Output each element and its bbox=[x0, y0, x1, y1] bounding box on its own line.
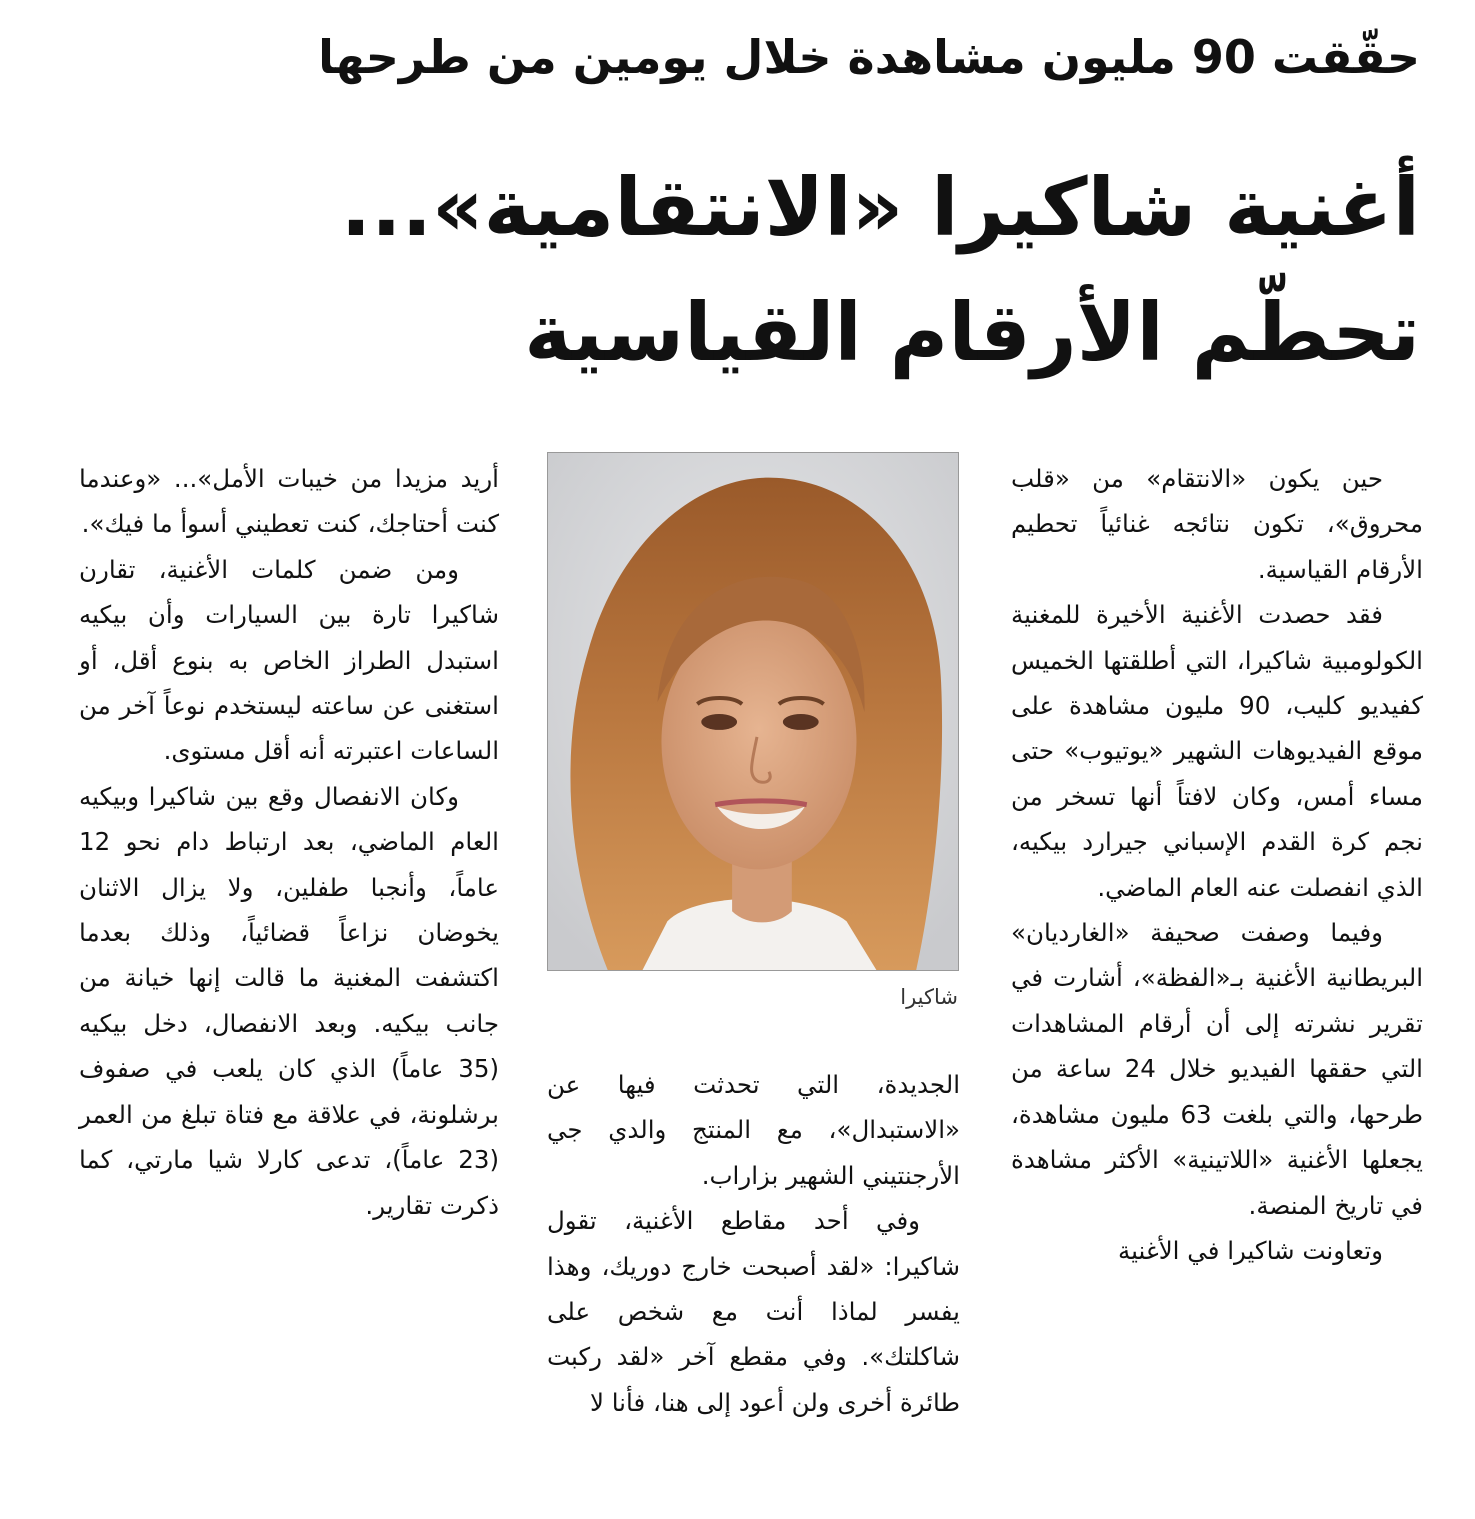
article-kicker: حقّقت 90 مليون مشاهدة خلال يومين من طرحها bbox=[318, 30, 1420, 84]
article-column-left bbox=[79, 456, 499, 1228]
article-headline bbox=[40, 145, 1420, 395]
paragraph: فقد حصدت الأغنية الأخيرة للمغنية الكولومبية شاكيرا، التي أطلقتها الخميس كفيديو كليب، 90 مليون مشاهدة على موقع الفيديوهات الشهير «يوتيوب» حتى مساء أمس، وكان لافتاً أنها تسخر من نجم كرة القدم الإسباني جيرارد بيكيه، الذي انفصلت عنه العام الماضي. bbox=[1011, 600, 1423, 902]
paragraph: حين يكون «الانتقام» من «قلب محروق»، تكون نتائجه غنائياً تحطيم الأرقام القياسية. bbox=[1011, 464, 1423, 584]
headline-line-1: أغنية شاكيرا «الانتقامية»... bbox=[340, 161, 1420, 254]
paragraph: ومن ضمن كلمات الأغنية، تقارن شاكيرا تارة بين السيارات وأن بيكيه استبدل الطراز الخاص به بنوع أقل، أو استغنى عن ساعته ليستخدم نوعاً آخر من الساعات اعتبرته أنه أقل مستوى. bbox=[79, 554, 499, 766]
headline-line-2: تحطّم الأرقام القياسية bbox=[524, 286, 1420, 379]
paragraph: وكان الانفصال وقع بين شاكيرا وبيكيه العام الماضي، بعد ارتباط دام نحو 12 عاماً، وأنجبا طفلين، ولا يزال الاثنان يخوضان نزاعاً قضائياً، وذلك بعدما اكتشفت المغنية ما قالت إنها خيانة من جانب بيكيه. وبعد الانفصال، دخل بيكيه (35 عاماً) الذي كان يلعب في صفوف برشلونة، في علاقة مع فتاة تبلغ من العمر (23 عاماً)، تدعى كارلا شيا مارتي، كما ذكرت تقارير. bbox=[79, 781, 499, 1220]
paragraph: وفي أحد مقاطع الأغنية، تقول شاكيرا: «لقد أصبحت خارج دوريك، وهذا يفسر لماذا أنت مع شخص على شاكلتك». وفي مقطع آخر «لقد ركبت طائرة أخرى ولن أعود إلى هنا، فأنا لا bbox=[547, 1206, 960, 1417]
article-photo bbox=[547, 452, 959, 971]
paragraph: وتعاونت شاكيرا في الأغنية bbox=[1117, 1235, 1383, 1265]
article-column-right bbox=[1011, 456, 1423, 1273]
article-column-middle bbox=[547, 1062, 960, 1425]
paragraph: الجديدة، التي تحدثت فيها عن «الاستبدال»، مع المنتج والدي جي الأرجنتيني الشهير بزاراب. bbox=[547, 1070, 960, 1190]
portrait-image bbox=[548, 453, 958, 970]
paragraph: وفيما وصفت صحيفة «الغارديان» البريطانية الأغنية بـ«الفظة»، أشارت في تقرير نشرته إلى أن أرقام المشاهدات التي حققها الفيديو خلال 24 ساعة من طرحها، والتي بلغت 63 مليون مشاهدة، يجعلها الأغنية «اللاتينية» الأكثر مشاهدة في تاريخ المنصة. bbox=[1011, 918, 1423, 1220]
photo-caption: شاكيرا bbox=[900, 985, 958, 1009]
paragraph: أريد مزيدا من خيبات الأمل»... «وعندما كنت أحتاجك، كنت تعطيني أسوأ ما فيك». bbox=[79, 464, 499, 539]
